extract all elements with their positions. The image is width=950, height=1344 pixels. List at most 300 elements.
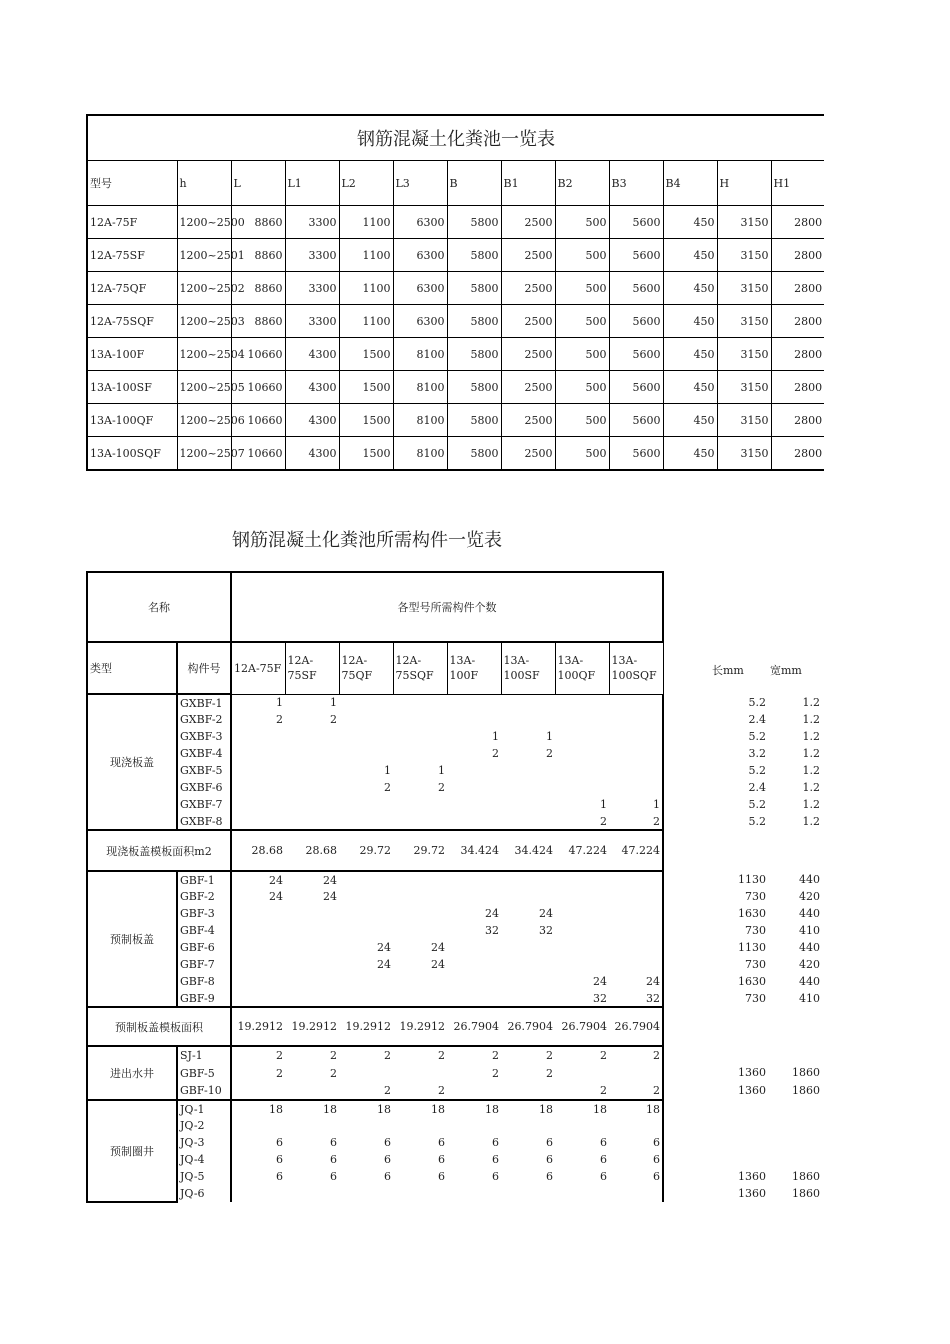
table1-cell: 450	[663, 437, 717, 471]
component-width: 1860	[792, 1169, 820, 1183]
count-cell	[447, 1117, 501, 1134]
table1-cell: 8860	[231, 305, 285, 338]
table1-cell: 1200~2504	[177, 338, 231, 371]
count-cell	[447, 888, 501, 905]
component-width: 410	[799, 991, 820, 1005]
table1-header-cell: B	[447, 161, 501, 206]
count-cell	[501, 939, 555, 956]
part-number: GXBF-4	[177, 745, 231, 762]
component-length: 2.4	[748, 780, 766, 794]
count-cell: 18	[539, 1102, 553, 1116]
component-width: 410	[799, 923, 820, 937]
count-cell	[231, 796, 285, 813]
table1-cell: 1200~2502	[177, 272, 231, 305]
count-cell	[501, 956, 555, 973]
count-cell	[447, 871, 501, 888]
table1-cell: 1100	[339, 239, 393, 272]
table1-cell: 5800	[447, 437, 501, 471]
summary-value: 29.72	[393, 830, 447, 871]
table1-cell: 2800	[771, 239, 824, 272]
table1-cell: 5800	[447, 305, 501, 338]
count-cell	[609, 711, 663, 728]
table1-cell: 3150	[717, 272, 771, 305]
count-cell: 18	[593, 1102, 607, 1116]
table1-cell: 2500	[501, 206, 555, 239]
count-cell: 2	[555, 1082, 609, 1100]
count-cell	[231, 939, 285, 956]
count-cell: 18	[269, 1102, 283, 1116]
count-cell	[609, 762, 663, 779]
table1-cell: 3300	[285, 305, 339, 338]
part-number: GBF-2	[177, 888, 231, 905]
count-cell	[501, 694, 555, 711]
count-cell: 24	[593, 975, 607, 988]
part-number: JQ-5	[177, 1168, 231, 1185]
count-cell	[447, 779, 501, 796]
count-cell: 32	[485, 924, 499, 937]
table1-cell: 1500	[339, 338, 393, 371]
component-length: 5.2	[748, 814, 766, 828]
table1-cell: 3150	[717, 437, 771, 471]
summary-value: 29.72	[339, 830, 393, 871]
table1-header-cell: B4	[663, 161, 717, 206]
count-cell: 1	[609, 796, 663, 813]
count-cell: 6	[546, 1136, 553, 1149]
table1-cell: 8860	[231, 239, 285, 272]
summary-value: 26.7904	[555, 1007, 609, 1046]
table1-row	[87, 272, 824, 305]
group-type: 预制板盖	[87, 871, 177, 1007]
count-cell: 18	[485, 1102, 499, 1116]
count-cell: 2	[276, 713, 283, 726]
table1-cell: 13A-100SQF	[87, 437, 177, 471]
table1-row	[87, 338, 824, 371]
count-cell: 24	[609, 973, 663, 990]
part-number: JQ-4	[177, 1151, 231, 1168]
count-cell	[285, 1185, 339, 1202]
count-cell	[447, 1082, 501, 1100]
width-header: 宽mm	[770, 664, 802, 677]
count-cell	[393, 922, 447, 939]
count-cell: 6	[546, 1170, 553, 1183]
count-cell	[555, 905, 609, 922]
table1-cell: 1200~2506	[177, 404, 231, 437]
count-cell	[339, 1064, 393, 1082]
count-cell	[609, 922, 663, 939]
table1-cell: 1100	[339, 206, 393, 239]
count-cell: 2	[438, 781, 445, 794]
part-number: GXBF-3	[177, 728, 231, 745]
count-cell	[447, 1185, 501, 1202]
model-header: 12A-75SF	[285, 642, 339, 694]
count-cell: 6	[330, 1153, 337, 1166]
count-cell	[609, 939, 663, 956]
group-type: 进出水井	[87, 1046, 177, 1100]
component-length: 5.2	[748, 695, 766, 709]
count-cell	[285, 956, 339, 973]
part-number: GBF-9	[177, 990, 231, 1007]
count-cell	[339, 728, 393, 745]
count-cell	[339, 694, 393, 711]
count-cell	[339, 922, 393, 939]
part-number: GXBF-5	[177, 762, 231, 779]
component-length: 1130	[738, 872, 766, 886]
component-length: 730	[745, 923, 766, 937]
count-cell	[231, 922, 285, 939]
table1-header-cell: B1	[501, 161, 555, 206]
count-cell	[447, 762, 501, 779]
count-cell: 6	[384, 1170, 391, 1183]
part-number: GBF-4	[177, 922, 231, 939]
table1-cell: 12A-75SF	[87, 239, 177, 272]
component-length: 5.2	[748, 797, 766, 811]
table1-cell: 1100	[339, 305, 393, 338]
table1-row	[87, 437, 824, 471]
component-width: 1.2	[802, 763, 820, 777]
table1-cell: 3300	[285, 272, 339, 305]
count-cell: 6	[600, 1153, 607, 1166]
table1-header-cell: H	[717, 161, 771, 206]
model-header: 12A-75SQF	[393, 642, 447, 694]
count-cell: 6	[276, 1170, 283, 1183]
table1-cell: 500	[555, 338, 609, 371]
count-cell	[285, 1117, 339, 1134]
table1-cell: 8100	[393, 404, 447, 437]
count-cell: 24	[269, 873, 283, 887]
table1-cell: 450	[663, 272, 717, 305]
count-cell	[285, 779, 339, 796]
table1-cell: 5600	[609, 272, 663, 305]
count-cell	[501, 1185, 555, 1202]
table1-cell: 450	[663, 239, 717, 272]
count-cell	[609, 1185, 663, 1202]
count-header: 各型号所需构件个数	[231, 572, 663, 642]
count-cell: 2	[330, 1049, 337, 1062]
table1-cell: 2800	[771, 206, 824, 239]
table1-cell: 450	[663, 404, 717, 437]
table1-cell: 10660	[231, 404, 285, 437]
count-cell	[555, 1064, 609, 1082]
table1-cell: 3150	[717, 338, 771, 371]
component-length: 1630	[738, 906, 766, 920]
model-header: 13A-100QF	[555, 642, 609, 694]
component-width: 1.2	[802, 814, 820, 828]
count-cell: 1	[276, 696, 283, 710]
part-number: GBF-3	[177, 905, 231, 922]
count-cell: 2	[600, 1049, 607, 1062]
table1-cell: 5800	[447, 272, 501, 305]
count-cell	[609, 888, 663, 905]
count-cell: 6	[384, 1153, 391, 1166]
part-header: 构件号	[177, 642, 231, 694]
count-cell	[285, 762, 339, 779]
part-number: JQ-1	[177, 1100, 231, 1117]
count-cell	[393, 1117, 447, 1134]
table1-cell: 12A-75SQF	[87, 305, 177, 338]
table1-cell: 500	[555, 305, 609, 338]
count-cell	[447, 813, 501, 830]
table1-cell: 2500	[501, 371, 555, 404]
table1-cell: 5600	[609, 437, 663, 471]
count-cell	[609, 1117, 663, 1134]
count-cell: 6	[330, 1136, 337, 1149]
summary-value: 26.7904	[609, 1007, 663, 1046]
component-length: 3.2	[748, 746, 766, 760]
component-length: 1360	[738, 1186, 766, 1200]
count-cell: 6	[600, 1136, 607, 1149]
count-cell	[285, 1082, 339, 1100]
count-cell	[555, 694, 609, 711]
component-width: 440	[799, 940, 820, 954]
count-cell: 2	[492, 747, 499, 760]
component-length: 1630	[738, 974, 766, 988]
part-number: GBF-8	[177, 973, 231, 990]
model-header: 13A-100SF	[501, 642, 555, 694]
table1-cell: 1500	[339, 404, 393, 437]
table1-header-cell: B2	[555, 161, 609, 206]
count-cell	[393, 796, 447, 813]
table1-cell: 6300	[393, 239, 447, 272]
count-cell	[609, 745, 663, 762]
part-number: GBF-5	[177, 1064, 231, 1082]
part-number: JQ-2	[177, 1117, 231, 1134]
table1-cell: 4300	[285, 437, 339, 471]
table1-header-cell: H1	[771, 161, 824, 206]
summary-label: 预制板盖模板面积	[87, 1007, 231, 1046]
count-cell: 6	[600, 1170, 607, 1183]
table1-cell: 2500	[501, 305, 555, 338]
table1-cell: 1200~2507	[177, 437, 231, 471]
count-cell	[285, 745, 339, 762]
model-header: 12A-75QF	[339, 642, 393, 694]
component-row	[87, 871, 663, 888]
table1-cell: 5600	[609, 305, 663, 338]
count-cell: 2	[609, 1082, 663, 1100]
summary-value: 28.68	[231, 830, 285, 871]
count-cell	[609, 871, 663, 888]
count-cell	[393, 1185, 447, 1202]
count-cell: 1	[546, 730, 553, 743]
table1-cell: 5600	[609, 404, 663, 437]
summary-value: 19.2912	[231, 1007, 285, 1046]
count-cell: 2	[384, 1049, 391, 1062]
count-cell	[393, 888, 447, 905]
model-header: 13A-100SQF	[609, 642, 663, 694]
table1-header-cell: L1	[285, 161, 339, 206]
count-cell	[339, 888, 393, 905]
table1-cell: 13A-100QF	[87, 404, 177, 437]
table1-cell: 10660	[231, 371, 285, 404]
count-cell	[393, 973, 447, 990]
count-cell	[339, 1185, 393, 1202]
count-cell: 2	[492, 1066, 499, 1080]
table1-cell: 2800	[771, 272, 824, 305]
table1-cell: 5800	[447, 206, 501, 239]
type-header: 类型	[87, 642, 177, 694]
table1-cell: 500	[555, 371, 609, 404]
table1-row	[87, 371, 824, 404]
count-cell: 24	[485, 907, 499, 920]
table1-cell: 1500	[339, 437, 393, 471]
table1-cell: 450	[663, 338, 717, 371]
table1-cell: 8860	[231, 206, 285, 239]
name-header: 名称	[87, 572, 231, 642]
count-cell: 2	[492, 1049, 499, 1062]
count-cell: 2	[609, 1046, 663, 1064]
count-cell	[285, 973, 339, 990]
count-cell	[501, 1117, 555, 1134]
count-cell: 24	[323, 873, 337, 887]
count-cell: 2	[555, 813, 609, 830]
count-cell: 2	[384, 781, 391, 794]
component-width: 420	[799, 957, 820, 971]
part-number: GXBF-8	[177, 813, 231, 830]
count-cell	[339, 796, 393, 813]
count-cell	[285, 939, 339, 956]
model-header: 12A-75F	[231, 642, 285, 694]
table1-cell: 450	[663, 305, 717, 338]
table1-cell: 3150	[717, 239, 771, 272]
component-width: 1.2	[802, 695, 820, 709]
count-cell: 6	[609, 1134, 663, 1151]
count-cell	[393, 694, 447, 711]
count-cell	[447, 711, 501, 728]
component-row	[87, 1046, 663, 1064]
component-width: 440	[799, 974, 820, 988]
components-table	[86, 571, 664, 1203]
count-cell	[231, 990, 285, 1007]
count-cell	[231, 779, 285, 796]
table1-cell: 1100	[339, 272, 393, 305]
table1-cell: 5600	[609, 239, 663, 272]
count-cell	[447, 939, 501, 956]
component-width: 1860	[792, 1084, 820, 1097]
count-cell: 2	[276, 1066, 283, 1080]
summary-value: 19.2912	[339, 1007, 393, 1046]
count-cell: 32	[555, 990, 609, 1007]
component-width: 1.2	[802, 712, 820, 726]
table1-cell: 6300	[393, 272, 447, 305]
table1-cell: 500	[555, 206, 609, 239]
count-cell: 2	[276, 1049, 283, 1062]
count-cell	[285, 922, 339, 939]
count-cell	[555, 728, 609, 745]
table1-cell: 1200~2505	[177, 371, 231, 404]
count-cell	[393, 813, 447, 830]
table1-cell: 1200~2503	[177, 305, 231, 338]
summary-value: 19.2912	[285, 1007, 339, 1046]
table1-cell: 4300	[285, 371, 339, 404]
table1-cell: 5600	[609, 206, 663, 239]
table1-cell: 5800	[447, 239, 501, 272]
count-cell	[285, 813, 339, 830]
table1-cell: 5600	[609, 338, 663, 371]
table1-cell: 5600	[609, 371, 663, 404]
count-cell: 2	[546, 1049, 553, 1062]
count-cell	[231, 1185, 285, 1202]
table1-cell: 8100	[393, 338, 447, 371]
table1-cell: 10660	[231, 338, 285, 371]
table1-cell: 500	[555, 272, 609, 305]
summary-value: 34.424	[501, 830, 555, 871]
count-cell: 6	[330, 1170, 337, 1183]
count-cell: 2	[330, 1066, 337, 1080]
count-cell	[609, 779, 663, 796]
component-length: 1360	[738, 1084, 766, 1097]
count-cell	[555, 762, 609, 779]
count-cell	[501, 813, 555, 830]
count-cell	[609, 905, 663, 922]
count-cell	[339, 711, 393, 728]
summary-value: 26.7904	[447, 1007, 501, 1046]
table1-cell: 4300	[285, 404, 339, 437]
count-cell	[501, 990, 555, 1007]
count-cell	[555, 922, 609, 939]
table1-cell: 3300	[285, 239, 339, 272]
count-cell	[339, 973, 393, 990]
table1-cell: 13A-100F	[87, 338, 177, 371]
part-number: SJ-1	[177, 1046, 231, 1064]
count-cell: 1	[492, 730, 499, 743]
count-cell: 6	[492, 1153, 499, 1166]
count-cell	[393, 990, 447, 1007]
count-cell	[555, 1117, 609, 1134]
model-header: 13A-100F	[447, 642, 501, 694]
table1-cell: 8100	[393, 371, 447, 404]
table1-cell: 6300	[393, 206, 447, 239]
count-cell: 6	[384, 1136, 391, 1149]
component-width: 440	[799, 872, 820, 886]
count-cell: 6	[609, 1168, 663, 1185]
count-cell: 2	[438, 1049, 445, 1062]
count-cell: 2	[393, 1082, 447, 1100]
count-cell	[555, 779, 609, 796]
summary-row	[87, 1007, 663, 1046]
table1-cell: 2800	[771, 305, 824, 338]
table1-cell: 6300	[393, 305, 447, 338]
table1-cell: 10660	[231, 437, 285, 471]
part-number: GXBF-2	[177, 711, 231, 728]
count-cell	[339, 905, 393, 922]
table1-cell: 12A-75QF	[87, 272, 177, 305]
count-cell	[447, 956, 501, 973]
count-cell: 2	[609, 813, 663, 830]
count-cell	[231, 813, 285, 830]
count-cell	[555, 888, 609, 905]
table1-cell: 2500	[501, 404, 555, 437]
table1-cell: 5800	[447, 371, 501, 404]
table1-title: 钢筋混凝土化粪池一览表	[87, 115, 824, 161]
count-cell: 6	[276, 1153, 283, 1166]
table1-cell: 1500	[339, 371, 393, 404]
summary-value: 28.68	[285, 830, 339, 871]
component-width: 1860	[792, 1186, 820, 1200]
count-cell: 24	[431, 958, 445, 971]
count-cell: 1	[438, 764, 445, 777]
count-cell	[393, 711, 447, 728]
count-cell	[231, 956, 285, 973]
part-number: GXBF-7	[177, 796, 231, 813]
component-width: 1.2	[802, 729, 820, 743]
count-cell	[555, 939, 609, 956]
count-cell	[447, 796, 501, 813]
table1-cell: 5800	[447, 404, 501, 437]
part-number: GXBF-1	[177, 694, 231, 711]
count-cell	[501, 871, 555, 888]
component-length: 5.2	[748, 763, 766, 777]
count-cell	[555, 871, 609, 888]
component-length: 730	[745, 889, 766, 903]
